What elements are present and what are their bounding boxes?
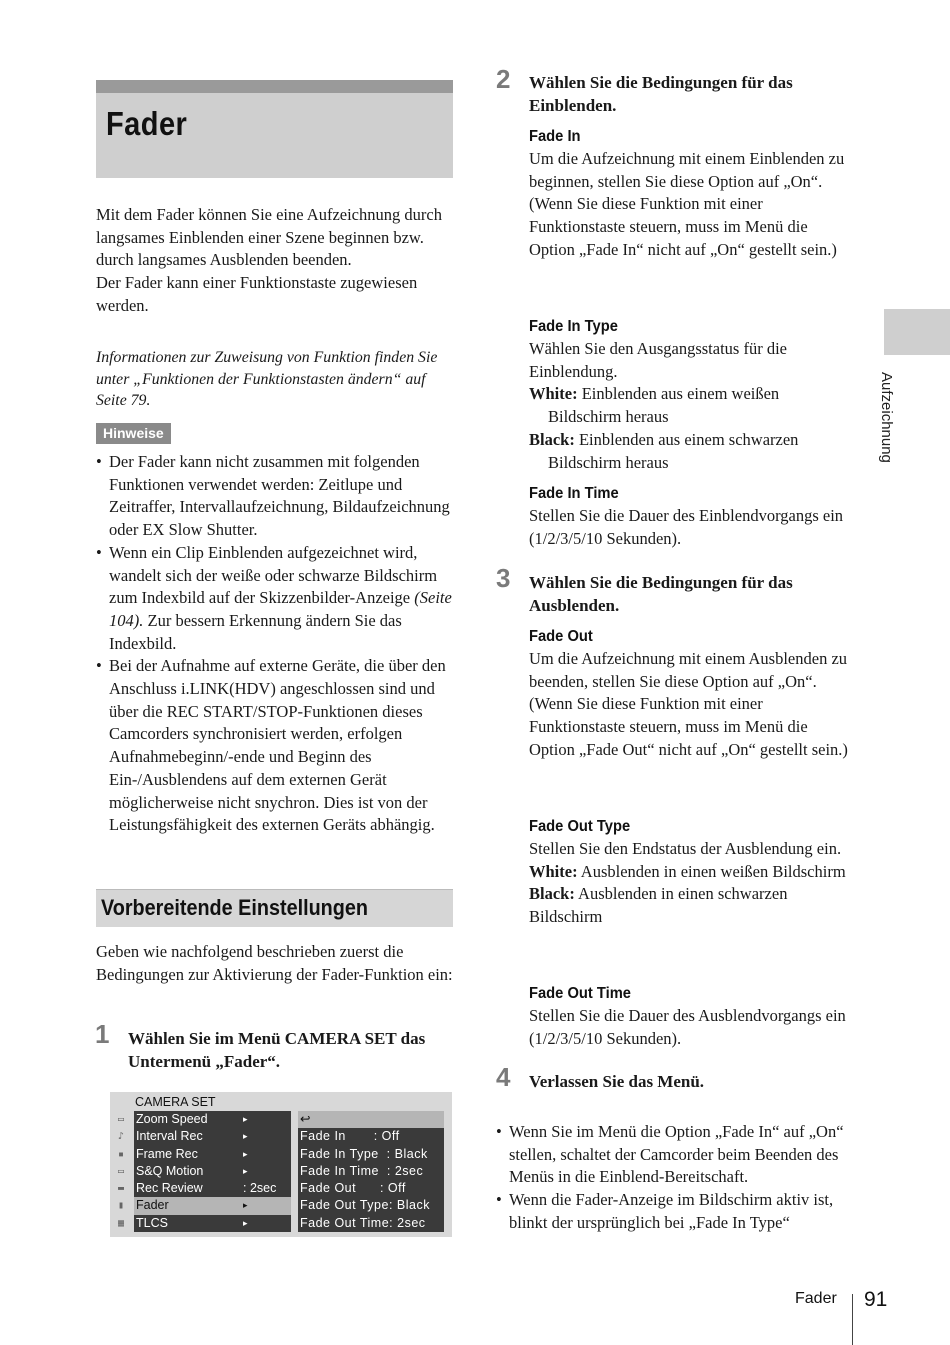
fade-out-heading: Fade Out <box>529 628 593 645</box>
list-item: • Bei der Aufnahme auf externe Geräte, die über den Anschluss i.LINK(HDV) angeschlossen sind und über die REC START/STOP-Funktionen dieses Camcorders synchronisiert werden, erfolgen Aufnahmebeginn/-ende und Beginn des Ein-/Ausblendens auf dem externen Gerät möglicherweise nicht snychron. Dies ist von der Leistungsfähigkeit des externen Geräts abhängig. <box>96 655 453 837</box>
menu-item-fade-in[interactable]: Fade In : Off <box>300 1129 400 1144</box>
page-reference[interactable]: (Seite 104). <box>109 588 452 630</box>
chevron-right-icon: ▸ <box>243 1131 248 1142</box>
fade-out-block: Fade Out Um die Aufzeichnung mit einem Ausblenden zu beenden, stellen Sie diese Option auf „On“. (Wenn Sie diese Funktion mit einer Funktionstaste steuern, muss im Menü die Option „Fade Out“ nicht auf „On“ gestellt sein.) <box>529 628 848 759</box>
section-heading: Vorbereitende Einstellungen <box>101 895 368 920</box>
menu-item-fade-out[interactable]: Fade Out : Off <box>300 1181 406 1196</box>
footer-divider <box>852 1294 853 1345</box>
fade-out-time-heading: Fade Out Time <box>529 985 631 1002</box>
fade-in-block: Fade In Um die Aufzeichnung mit einem Einblenden zu beginnen, stellen Sie diese Option auf „On“. (Wenn Sie diese Funktion mit einer Funktionstaste steuern, muss im Menü die Option „Fade In“ nicht auf „On“ gestellt sein.) <box>529 128 845 259</box>
menu-item-sq-motion[interactable]: S&Q Motion ▸ <box>134 1163 291 1180</box>
menu-icon-column <box>112 1111 130 1232</box>
fade-in-time-heading: Fade In Time <box>529 485 619 502</box>
chevron-right-icon: ▸ <box>243 1148 248 1159</box>
lcd-icon: ▭ <box>117 1165 125 1177</box>
tc-icon: ▬ <box>117 1183 125 1195</box>
fade-out-time-block: Fade Out Time Stellen Sie die Dauer des Ausblendvorgangs ein (1/2/3/5/10 Sekunden). <box>529 985 846 1048</box>
final-notes-list <box>496 1121 854 1235</box>
fade-out-type-heading: Fade Out Type <box>529 818 631 835</box>
fade-out-type-block: Fade Out Type Stellen Sie den Endstatus der Ausblendung ein. White: Ausblenden in einen weißen Bildschirm Black: Ausblenden in einen schwarzen Bildschirm <box>529 818 846 927</box>
menu-right-list <box>298 1111 444 1232</box>
list-item: • Der Fader kann nicht zusammen mit folgenden Funktionen verwendet werden: Zeitlupe und Zeitraffer, Intervallaufzeichnung, Bildaufzeichnung oder EX Slow Shutter. <box>96 451 453 542</box>
video-icon: ▪ <box>117 1148 125 1160</box>
fade-in-type-heading: Fade In Type <box>529 318 618 335</box>
step-number-4: 4 <box>496 1062 511 1092</box>
menu-item-fader[interactable]: Fader ▸ <box>134 1197 291 1214</box>
menu-title: CAMERA SET <box>135 1095 216 1109</box>
camera-icon: ▭ <box>117 1114 125 1125</box>
fade-in-heading: Fade In <box>529 128 581 145</box>
intro-paragraph-2: Der Fader kann einer Funktionstaste zugewiesen werden. <box>96 273 418 315</box>
menu-item-zoom-speed[interactable]: Zoom Speed ▸ <box>134 1111 291 1128</box>
grid-icon: ▦ <box>117 1217 125 1229</box>
footer-section-label: Fader <box>795 1290 837 1307</box>
chevron-right-icon: ▸ <box>243 1165 248 1176</box>
menu-item-fade-out-time[interactable]: Fade Out Time: 2sec <box>300 1215 426 1230</box>
chevron-right-icon: ▸ <box>243 1217 248 1228</box>
chevron-right-icon: ▸ <box>243 1114 248 1124</box>
menu-item-tlcs[interactable]: TLCS ▸ <box>134 1215 291 1232</box>
step-number-1: 1 <box>95 1019 110 1049</box>
list-item: • Wenn Sie im Menü die Option „Fade In“ auf „On“ stellen, schaltet der Camcorder beim Beenden des Menüs in die Einblend-Bereitschaft. <box>496 1121 854 1189</box>
menu-left-list <box>134 1111 291 1232</box>
section-heading-bar <box>96 889 453 927</box>
step-number-3: 3 <box>496 563 511 593</box>
menu-item-rec-review[interactable]: Rec Review : 2sec <box>136 1181 277 1196</box>
step-text-4: Verlassen Sie das Menü. <box>529 1072 705 1091</box>
chapter-tab <box>884 309 950 355</box>
step-text-1: Wählen Sie im Menü CAMERA SET das Untermenü „Fader“. <box>128 1029 426 1071</box>
chevron-right-icon: ▸ <box>243 1200 248 1211</box>
step-text-3: Wählen Sie die Bedingungen für das Ausblenden. <box>529 573 793 615</box>
menu-item-fade-in-type[interactable]: Fade In Type : Black <box>300 1146 428 1161</box>
intro-text <box>96 204 453 318</box>
title-block <box>96 80 453 178</box>
page-number: 91 <box>864 1288 888 1311</box>
menu-screenshot <box>110 1092 452 1237</box>
hinweise-label: Hinweise <box>96 423 171 444</box>
section-intro: Geben wie nachfolgend beschrieben zuerst die Bedingungen zur Aktivierung der Fader-Funktion ein: <box>96 942 453 984</box>
fade-in-time-block: Fade In Time Stellen Sie die Dauer des Einblendvorgangs ein (1/2/3/5/10 Sekunden). <box>529 485 844 548</box>
chapter-label: Aufzeichnung <box>878 372 895 463</box>
fade-in-type-block: Fade In Type Wählen Sie den Ausgangsstatus für die Einblendung. White: Einblenden aus einem weißen Bildschirm heraus Black: Einblenden aus einem schwarzen Bildschirm heraus <box>529 316 854 474</box>
intro-paragraph-1: Mit dem Fader können Sie eine Aufzeichnung durch langsames Einblenden einer Szene beginnen bzw. durch langsames Ausblenden beenden. <box>96 205 442 270</box>
menu-item-interval-rec[interactable]: Interval Rec ▸ <box>134 1128 291 1145</box>
back-icon[interactable]: ↩ <box>298 1111 444 1128</box>
list-item: • Wenn ein Clip Einblenden aufgezeichnet wird, wandelt sich der weiße oder schwarze Bildschirm zum Indexbild auf der Skizzenbilder-Anzeige (Seite 104). Zur bessern Erkennung ändern Sie das Indexbild. <box>96 542 453 656</box>
audio-icon: ♪ <box>117 1131 125 1143</box>
list-item: • Wenn die Fader-Anzeige im Bildschirm aktiv ist, blinkt der ursprünglich bei „Fade In Type“ <box>496 1189 854 1234</box>
page-title: Fader <box>106 105 188 142</box>
other-icon: ▮ <box>117 1200 125 1212</box>
menu-item-fade-out-type[interactable]: Fade Out Type: Black <box>300 1198 430 1213</box>
intro-note: Informationen zur Zuweisung von Funktion finden Sie unter „Funktionen der Funktionstasten ändern“ auf Seite 79. <box>96 349 438 409</box>
menu-item-frame-rec[interactable]: Frame Rec ▸ <box>134 1146 291 1163</box>
step-number-2: 2 <box>496 64 511 94</box>
step-text-2: Wählen Sie die Bedingungen für das Einblenden. <box>529 73 793 115</box>
menu-item-fade-in-time[interactable]: Fade In Time : 2sec <box>300 1163 424 1178</box>
hinweise-list <box>96 451 453 837</box>
